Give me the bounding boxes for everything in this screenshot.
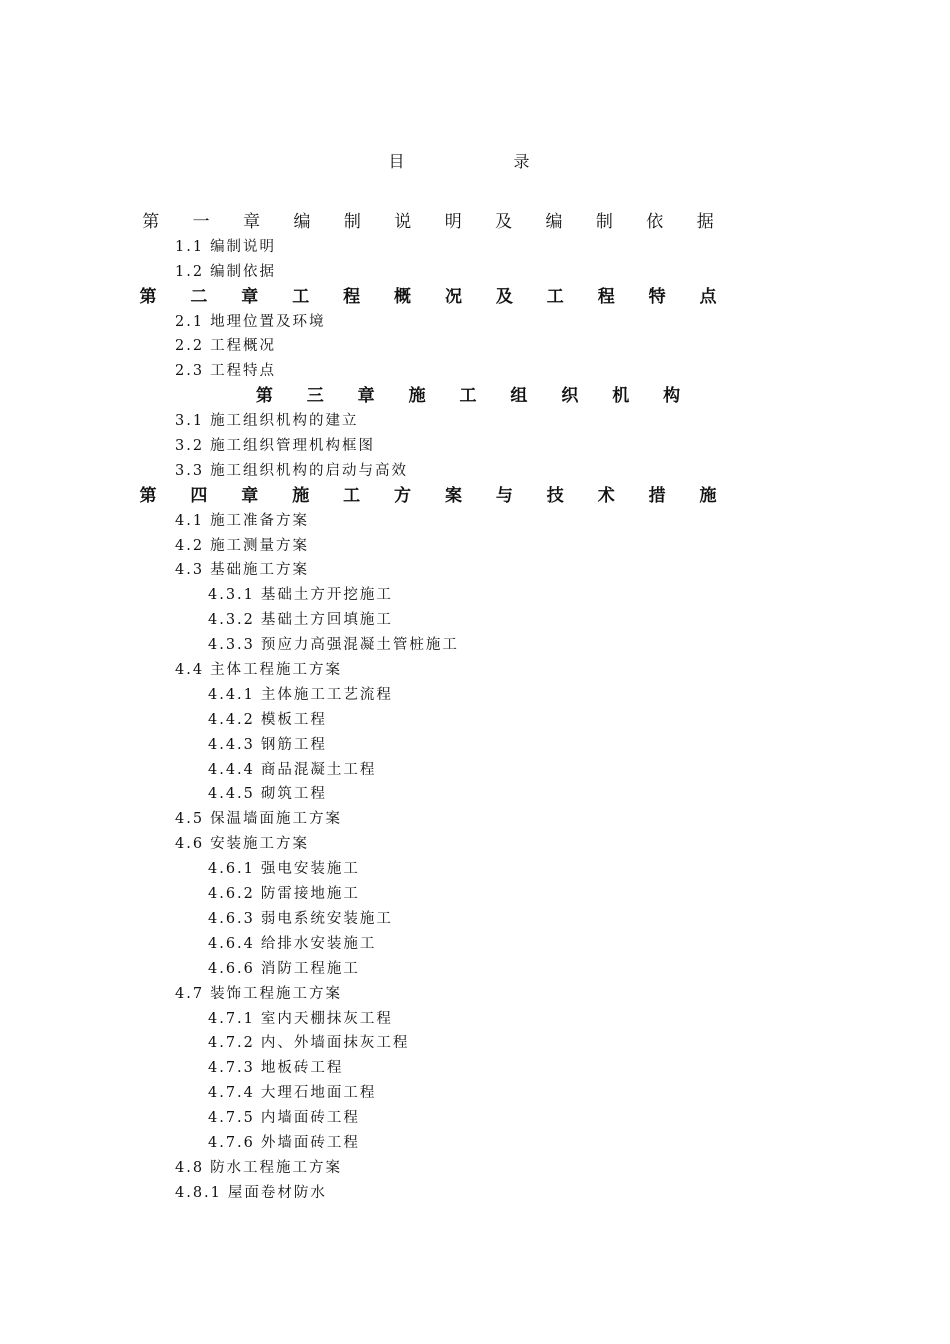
toc-entry-number: 4.4.2 [208,711,255,728]
toc-entry-text: 施工组织机构的建立 [210,413,359,430]
toc-entry-number: 4.5 [175,811,205,828]
toc-entry-text: 施工组织机构的启动与高效 [210,462,409,479]
toc-entry-text: 工程特点 [210,363,277,380]
toc-entry-text: 装饰工程施工方案 [210,985,343,1002]
toc-subsection-entry [0,782,950,807]
toc-subsection-entry [0,758,950,783]
toc-subsection-entry [0,907,950,932]
toc-subsection-entry [0,633,950,658]
toc-entry-number: 4.4.4 [208,761,255,778]
toc-entry-number: 4.2 [175,537,205,554]
toc-subsection-entry [0,1131,950,1156]
toc-chapter-heading: 第 二 章 工 程 概 况 及 工 程 特 点 [139,286,731,307]
toc-entry-number: 4.7.5 [208,1110,255,1127]
toc-entry-number: 4.6.6 [208,960,255,977]
toc-chapter-heading: 第 一 章 编 制 说 明 及 编 制 依 据 [142,212,728,232]
toc-entry-text: 编制依据 [210,263,277,280]
toc-section-entry [0,982,950,1007]
toc-entry-number: 4.6.1 [208,861,255,878]
toc-entry-number: 4.4.5 [208,786,255,803]
toc-entry-text: 地板砖工程 [260,1060,344,1077]
toc-section-entry [0,260,950,285]
toc-entry-text: 砌筑工程 [260,786,327,803]
toc-entry-text: 弱电系统安装施工 [260,910,393,927]
toc-entry-text: 基础土方回填施工 [260,612,393,629]
toc-entry-text: 消防工程施工 [260,960,360,977]
toc-entry-text: 预应力高强混凝土管桩施工 [260,637,459,654]
toc-entry-number: 4.6.2 [208,886,255,903]
toc-entry-number: 4.4.1 [208,686,255,703]
toc-entry-number: 3.2 [175,438,205,455]
toc-section-entry [0,409,950,434]
toc-entry-number: 4.3.3 [208,637,255,654]
toc-entry-text: 基础土方开挖施工 [260,587,393,604]
toc-entry-text: 给排水安装施工 [260,935,377,952]
toc-title: 目 录 [388,152,582,171]
toc-entry-number: 4.6.3 [208,910,255,927]
toc-entry-number: 4.7.4 [208,1085,255,1102]
toc-entry-text: 施工组织管理机构框图 [210,438,376,455]
toc-section-entry [0,434,950,459]
toc-entry-number: 4.1 [175,512,205,529]
toc-chapter-heading: 第 四 章 施 工 方 案 与 技 术 措 施 [139,485,731,506]
toc-list [0,210,950,1206]
toc-subsection-entry [0,583,950,608]
toc-subsection-entry [0,1081,950,1106]
toc-entry-number: 2.2 [175,338,205,355]
toc-entry-text: 模板工程 [260,711,327,728]
toc-entry-text: 内、外墙面抹灰工程 [260,1035,410,1052]
toc-entry-number: 4.4 [175,662,205,679]
toc-entry-number: 4.3 [175,562,205,579]
toc-entry-text: 防雷接地施工 [260,886,360,903]
toc-entry-text: 基础施工方案 [210,562,310,579]
toc-section-entry [0,509,950,534]
toc-entry-text: 屋面卷材防水 [227,1184,327,1201]
toc-entry-number: 4.6 [175,836,205,853]
toc-entry-text: 主体施工工艺流程 [260,686,393,703]
toc-section-entry [0,807,950,832]
toc-subsection-entry [0,708,950,733]
toc-entry-text: 地理位置及环境 [210,313,326,330]
toc-subsection-entry [0,957,950,982]
toc-subsection-entry [0,932,950,957]
toc-entry-number: 4.7 [175,985,205,1002]
toc-entry-number: 1.1 [175,238,205,255]
toc-section-entry [0,832,950,857]
toc-entry-text: 强电安装施工 [260,861,360,878]
toc-chapter-heading: 第 三 章 施 工 组 织 机 构 [255,386,695,407]
toc-entry-text: 主体工程施工方案 [210,662,343,679]
toc-subsection-entry [0,1056,950,1081]
toc-entry-number: 4.8.1 [175,1184,222,1201]
toc-section-entry [0,658,950,683]
toc-entry-number: 4.8 [175,1159,205,1176]
toc-entry-number: 2.3 [175,363,205,380]
toc-section-entry [0,459,950,484]
toc-entry-text: 大理石地面工程 [260,1085,377,1102]
toc-entry-number: 1.2 [175,263,205,280]
toc-subsection-entry [0,683,950,708]
toc-subsection-entry [0,1106,950,1131]
toc-section-entry [0,334,950,359]
toc-section-entry [0,1156,950,1181]
toc-entry-number: 4.6.4 [208,935,255,952]
toc-entry-text: 安装施工方案 [210,836,310,853]
toc-entry-number: 4.4.3 [208,736,255,753]
toc-subsection-entry [0,608,950,633]
toc-entry-number: 4.7.2 [208,1035,255,1052]
toc-subsection-entry [0,1007,950,1032]
toc-entry-text: 防水工程施工方案 [210,1159,343,1176]
toc-entry-text: 钢筋工程 [260,736,327,753]
toc-entry-text: 施工准备方案 [210,512,310,529]
toc-subsection-entry [0,882,950,907]
toc-entry-text: 工程概况 [210,338,277,355]
toc-entry-text: 保温墙面施工方案 [210,811,343,828]
toc-entry-text: 内墙面砖工程 [260,1110,360,1127]
toc-section-entry [0,534,950,559]
toc-subsection-entry [0,1031,950,1056]
toc-entry-text: 外墙面砖工程 [260,1134,360,1151]
toc-entry-text: 商品混凝土工程 [260,761,377,778]
toc-entry-text: 室内天棚抹灰工程 [260,1010,393,1027]
toc-entry-text: 施工测量方案 [210,537,310,554]
toc-entry-text: 编制说明 [210,238,277,255]
toc-entry-number: 2.1 [175,313,205,330]
toc-section-entry [0,310,950,335]
toc-subsection-entry [0,857,950,882]
toc-section-entry [0,1181,950,1206]
toc-section-entry [0,359,950,384]
toc-entry-number: 3.3 [175,462,205,479]
toc-entry-number: 4.3.2 [208,612,255,629]
toc-section-entry [0,558,950,583]
toc-entry-number: 4.7.1 [208,1010,255,1027]
toc-entry-number: 4.7.6 [208,1134,255,1151]
toc-subsection-entry [0,733,950,758]
toc-entry-number: 4.7.3 [208,1060,255,1077]
toc-entry-number: 4.3.1 [208,587,255,604]
toc-section-entry [0,235,950,260]
toc-entry-number: 3.1 [175,413,205,430]
